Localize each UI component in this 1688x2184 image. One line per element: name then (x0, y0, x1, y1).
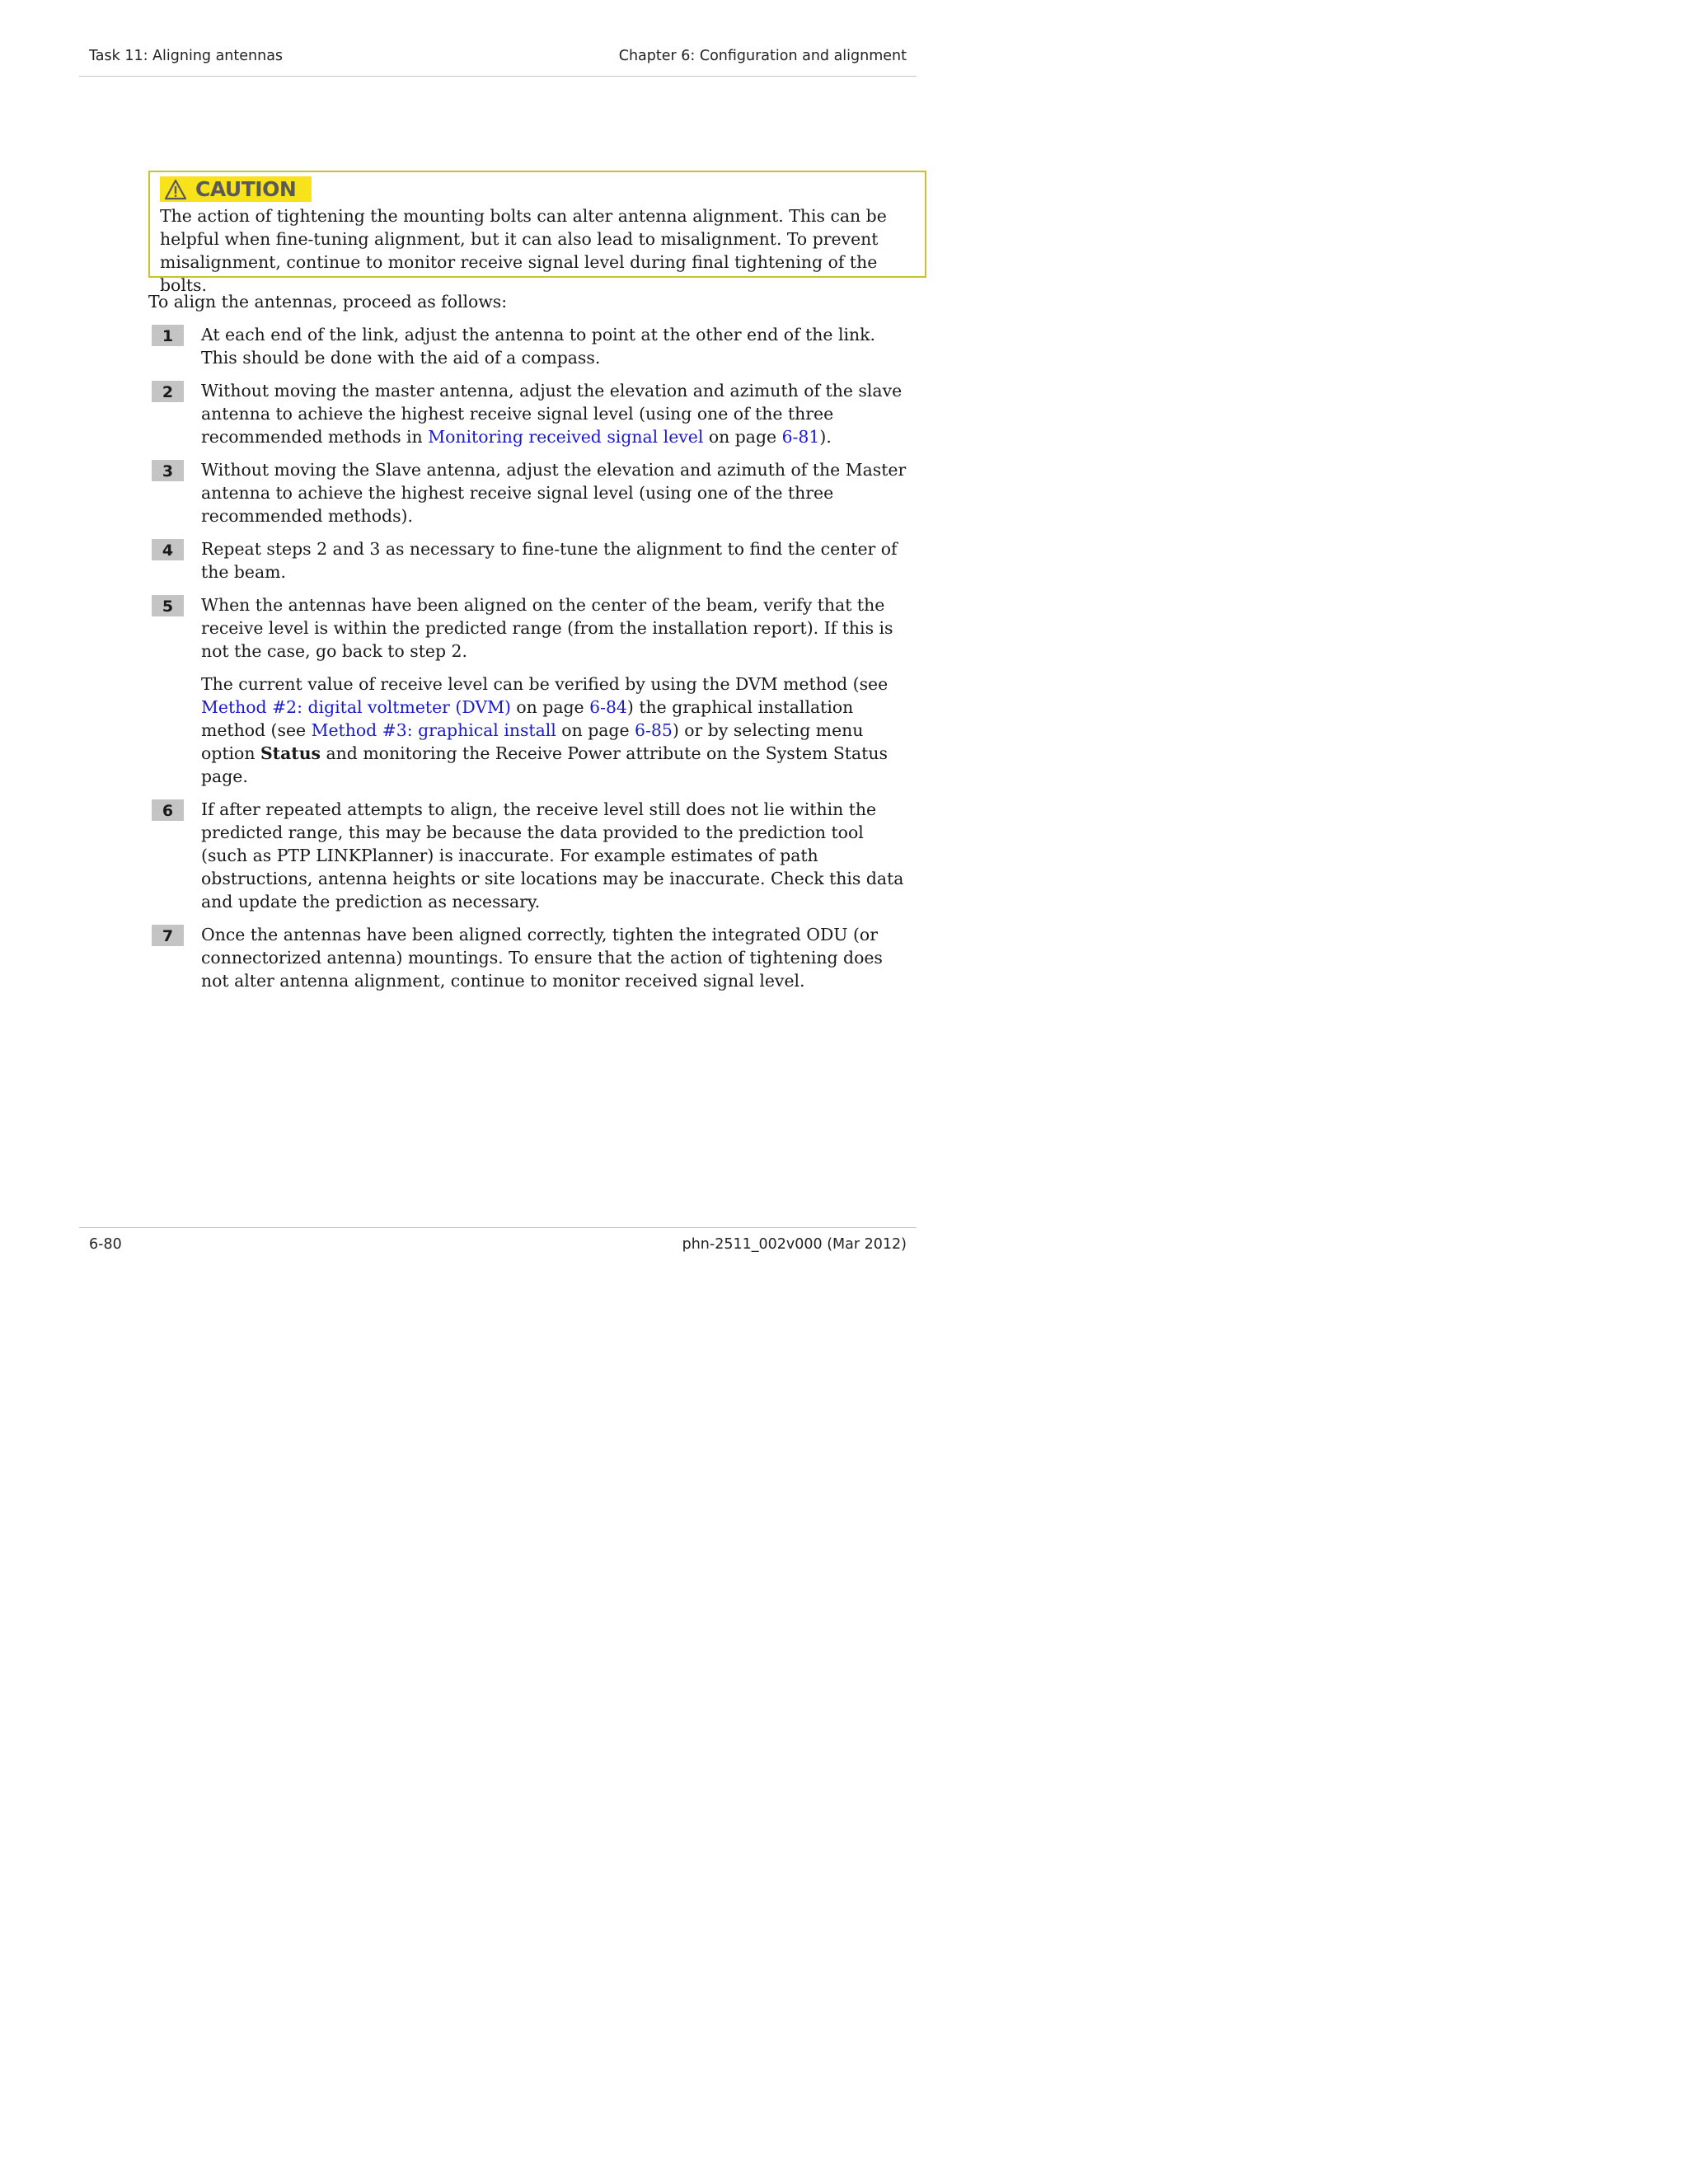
step-text-part: The current value of receive level can be verified by using the DVM method (see (201, 674, 889, 694)
step-text (201, 379, 910, 448)
header-section-title: Task 11: Aligning antennas (89, 48, 284, 64)
step-text-part: and monitoring the Receive Power attribute on the System Status page. (201, 743, 888, 786)
link-method-3-graphical-install[interactable]: Method #3: graphical install (311, 720, 556, 740)
step-text: Without moving the Slave antenna, adjust the elevation and azimuth of the Master antenna to achieve the highest receive signal level (using one of the three recommended methods). (201, 460, 907, 526)
step-7 (152, 923, 910, 992)
step-text-part: on page (703, 427, 782, 447)
intro-paragraph: To align the antennas, proceed as follows: (148, 292, 508, 312)
step-text-part: ) the graphical installation method (see (201, 697, 854, 740)
caution-badge (160, 176, 312, 202)
warning-triangle-icon (164, 179, 187, 200)
step-text: At each end of the link, adjust the antenna to point at the other end of the link. This should be done with the aid of a compass. (201, 325, 875, 368)
caution-label: CAUTION (195, 177, 297, 201)
steps-list (152, 323, 910, 1002)
link-page-6-84[interactable]: 6-84 (589, 697, 627, 717)
step-text-part: on page (556, 720, 635, 740)
link-page-6-81[interactable]: 6-81 (781, 427, 820, 447)
page-footer (79, 1227, 917, 1261)
step-text (201, 593, 910, 788)
step-number: 4 (152, 539, 184, 560)
step-number: 5 (152, 595, 184, 616)
step-number: 1 (152, 325, 184, 346)
link-method-2-dvm[interactable]: Method #2: digital voltmeter (DVM) (201, 697, 511, 717)
step-number: 6 (152, 799, 184, 821)
caution-box (148, 171, 926, 295)
step-number: 7 (152, 925, 184, 946)
caution-text: The action of tightening the mounting bolts can alter antenna alignment. This can be helpful when fine-tuning alignment, but it can also lead to misalignment. To prevent misalignment, continue to monitor receive signal level during final tightening of the bolts. (160, 206, 887, 295)
step-number: 2 (152, 381, 184, 402)
step-5 (152, 593, 910, 788)
step-6 (152, 798, 910, 913)
step-number: 3 (152, 460, 184, 481)
step-paragraph: When the antennas have been aligned on the center of the beam, verify that the receive level is within the predicted range (from the installation report). If this is not the case, go back to step 2. (201, 595, 893, 661)
link-monitoring-received-signal-level[interactable]: Monitoring received signal level (428, 427, 704, 447)
step-text-part: Without moving the master antenna, adjust the elevation and azimuth of the slave antenna to achieve the highest receive signal level (using one of the three recommended methods in (201, 381, 903, 447)
step-paragraph (201, 673, 910, 788)
header-chapter-title: Chapter 6: Configuration and alignment (618, 48, 907, 64)
page-header (79, 46, 917, 77)
step-text-part: ) or by selecting menu option (201, 720, 864, 763)
menu-option-status: Status (260, 743, 321, 763)
step-4 (152, 537, 910, 583)
document-id: phn-2511_002v000 (Mar 2012) (682, 1236, 907, 1253)
step-text: Repeat steps 2 and 3 as necessary to fine-tune the alignment to find the center of the beam. (201, 539, 898, 582)
step-text: If after repeated attempts to align, the receive level still does not lie within the predicted range, this may be because the data provided to the prediction tool (such as PTP LINKPlanner) is inaccurate. For example estimates of path obstructions, antenna heights or site locations may be inaccurate. Check this data and update the prediction as necessary. (201, 799, 904, 912)
step-2 (152, 379, 910, 448)
page-number: 6-80 (89, 1236, 122, 1253)
step-1 (152, 323, 910, 369)
link-page-6-85[interactable]: 6-85 (635, 720, 673, 740)
step-3 (152, 458, 910, 527)
step-text: Once the antennas have been aligned correctly, tighten the integrated ODU (or connectorized antenna) mountings. To ensure that the action of tightening does not alter antenna alignment, continue to monitor received signal level. (201, 925, 883, 991)
step-text-part: on page (510, 697, 590, 717)
step-text-part: ). (819, 427, 832, 447)
